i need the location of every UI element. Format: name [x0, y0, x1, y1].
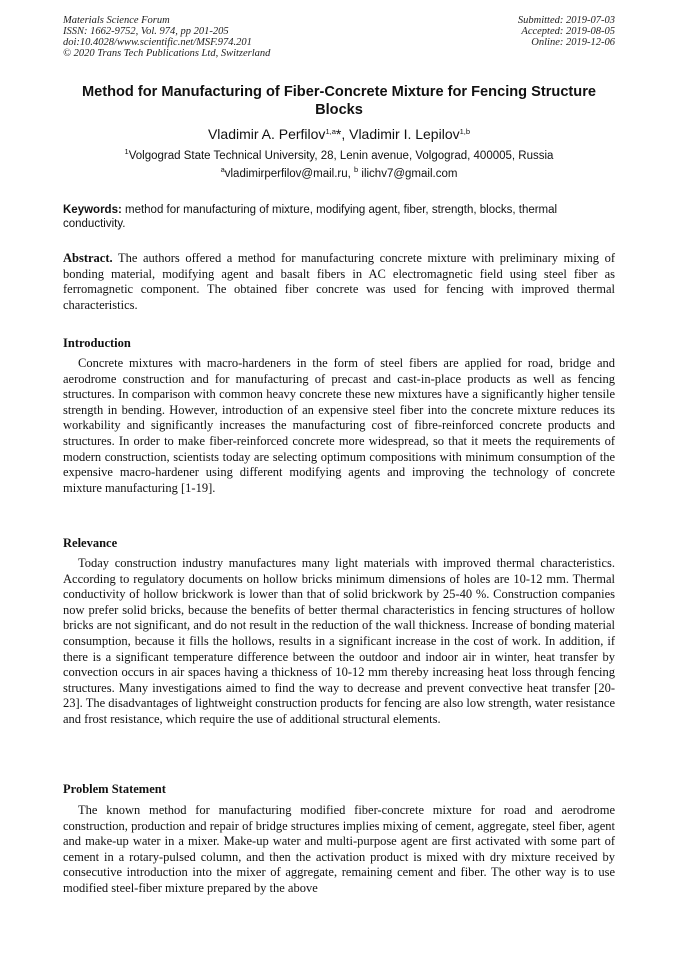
author-affiliation-mark: 1,a — [325, 127, 336, 136]
author-emails — [63, 167, 615, 181]
journal-name: Materials Science Forum — [63, 15, 170, 26]
email-mark: b — [354, 165, 359, 174]
author-line — [63, 125, 615, 143]
issn-line: ISSN: 1662-9752, Vol. 974, pp 201-205 — [63, 26, 229, 37]
dates-header — [518, 15, 615, 48]
keywords-label: Keywords: — [63, 204, 122, 216]
section-heading-problem-statement: Problem Statement — [63, 782, 166, 796]
author-name: Vladimir A. Perfilov — [207, 126, 326, 142]
keywords-text: method for manufacturing of mixture, modifying agent, fiber, strength, blocks, thermal conductivity. — [63, 204, 558, 230]
email-link[interactable]: vladimirperfilov@mail.ru, — [224, 168, 355, 180]
accepted-date: Accepted: 2019-08-05 — [521, 26, 615, 37]
copyright-line: © 2020 Trans Tech Publications Ltd, Switzerland — [63, 48, 271, 59]
abstract-text: The authors offered a method for manufacturing concrete mixture with preliminary mixing of bonding material, modifying agent and basalt fibers in AC electromagnetic field using steel fiber as ferromagnetic component. The obtained fiber concrete was used for fencing with improved thermal characteristics. — [63, 251, 615, 312]
email-link[interactable]: ilichv7@gmail.com — [358, 168, 458, 180]
abstract — [63, 251, 615, 313]
online-date: Online: 2019-12-06 — [531, 37, 615, 48]
relevance-paragraph: Today construction industry manufactures many light materials with improved thermal characteristics. According to regulatory documents on hollow bricks minimum dimensions of holes are 10-12 mm. Thermal conductivity of hollow brickwork is lower than that of solid brickwork by 25-40 %. Construction companies now prefer solid bricks, because the benefits of better thermal characteristics in fencing structures of hollow bricks are not significant, and do not result in the reduction of the wall thickness. Increase of bonding material consumption, because it fills the hollows, results in a significant increase in the cost of work. In addition, if there is a significant temperature difference between the outdoor and indoor air in winter, heat transfer by convection occurs in air spaces having a thickness of 10-12 mm thereby increasing heat loss through fencing structures. Many investigations aimed to find the way to decrease and prevent convective heat transfer [20-23]. The disadvantages of lightweight construction products for fencing are also low strength, water resistance and frost resistance, which require the use of additional structural elements. — [63, 556, 615, 726]
author-name: Vladimir I. Lepilov — [349, 126, 460, 142]
section-heading-relevance: Relevance — [63, 536, 118, 550]
abstract-label: Abstract. — [63, 251, 113, 265]
problem-statement-paragraph: The known method for manufacturing modified fiber-concrete mixture for road and aerodrome construction, production and repair of bridge structures implies mixing of cement, aggregate, steel fiber, agent and make-up water in a mixer. Make-up water and multi-purpose agent are first activated with some part of cement in a rotary-pulsed column, and then the activation product is mixed with dry mixture received by consecutive introduction into the mixer of aggregate, remaining cement and fiber. The other way is to use modified steel-fiber mixture prepared by the above — [63, 803, 615, 895]
author-affiliation-mark: 1,b — [459, 127, 471, 136]
affiliation-text: Volgograd State Technical University, 28, Lenin avenue, Volgograd, 400005, Russia — [128, 150, 554, 162]
affiliation — [63, 149, 615, 163]
section-heading-introduction: Introduction — [63, 336, 131, 350]
doi-line[interactable]: doi:10.4028/www.scientific.net/MSF.974.201 — [63, 37, 252, 48]
introduction-paragraph: Concrete mixtures with macro-hardeners in the form of steel fibers are applied for road, bridge and aerodrome construction and for manufacturing of precast and cast-in-place products as well as fencing structures. In comparison with common heavy concrete these new mixtures have a significantly higher tensile strength in bending. However, introduction of an expensive steel fiber into the concrete mixture reduces its workability and significantly increases the manufacturing cost of fibre-reinforced concrete products and structures. In order to make fiber-reinforced concrete more widespread, so that it meets the requirements of modern construction, scientists today are selecting optimum compositions with minimum consumption of the expensive macro-hardener using different modifying agents and improving the technology of concrete mixture manufacturing [1-19]. — [63, 356, 615, 495]
submitted-date: Submitted: 2019-07-03 — [517, 15, 615, 26]
keywords — [63, 203, 615, 231]
affiliation-mark: 1 — [124, 147, 129, 156]
paper-title: Method for Manufacturing of Fiber-Concrete Mixture for Fencing Structure Blocks — [81, 84, 597, 118]
journal-header — [63, 15, 270, 59]
corresponding-mark: *, — [335, 126, 350, 142]
email-mark: a — [220, 165, 225, 174]
